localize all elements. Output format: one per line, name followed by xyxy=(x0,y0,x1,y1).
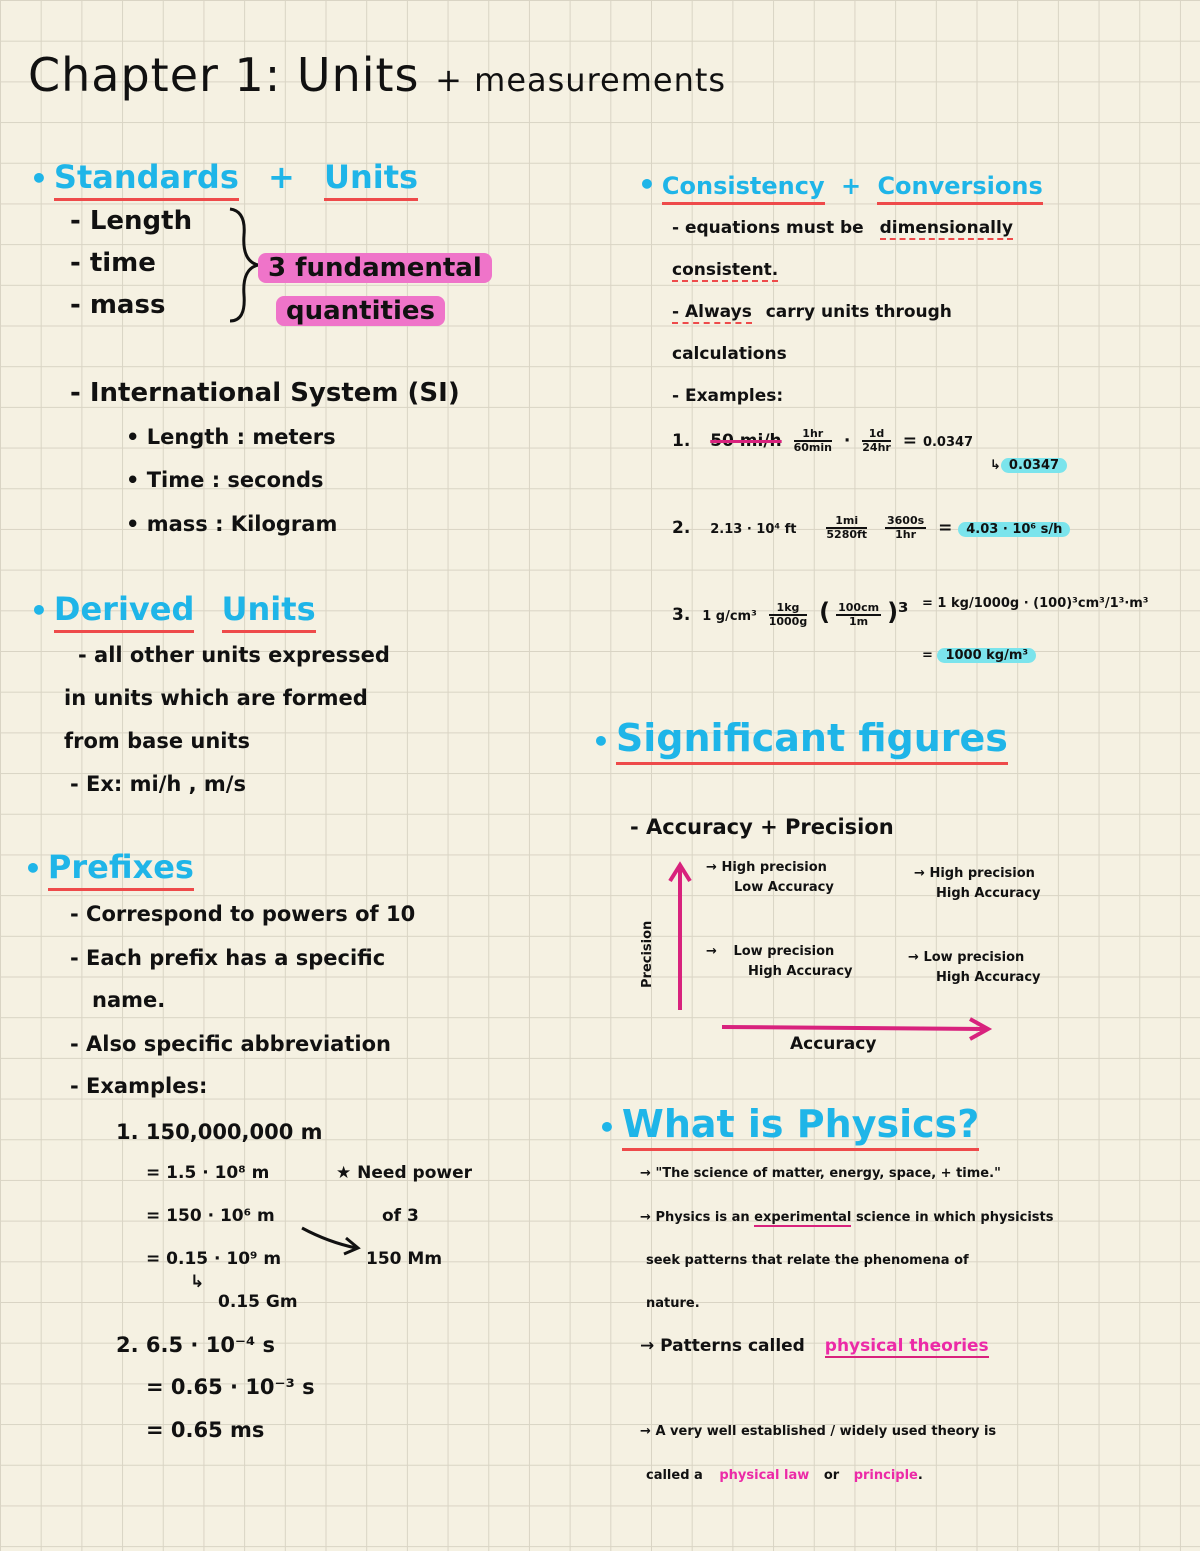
prefix-example: 1. 150,000,000 m xyxy=(116,1120,323,1144)
quadrant-4: → Low precision High Accuracy xyxy=(908,950,1041,985)
sigfig-line: - Accuracy + Precision xyxy=(630,815,894,839)
physics-line: → Patterns called physical theories xyxy=(640,1336,989,1356)
derived-line: - Ex: mi/h , m/s xyxy=(70,772,246,796)
prefix-example: = 0.65 ms xyxy=(146,1418,265,1442)
fraction: $\frac{1d}{24hr}$ xyxy=(862,427,891,455)
conversion-example-1: 1. 50 mi/h $\frac{1hr}{60\min}$ · $\frac{1d}{24hr} = 0.0347$ xyxy=(672,427,974,455)
bullet-icon: • xyxy=(598,1111,616,1144)
fraction: $\frac{1kg}{1000g}$ xyxy=(768,600,808,628)
si-item-time: • Time : seconds xyxy=(126,468,324,492)
sigfig-heading xyxy=(592,716,1008,760)
si-heading: - International System (SI) xyxy=(70,378,460,408)
right-arrow-icon: → xyxy=(640,1424,651,1439)
bullet-icon: • xyxy=(638,168,656,201)
quadrant-3: → Low precision High Accuracy xyxy=(706,944,853,979)
heading-derived: Derived xyxy=(54,590,194,633)
list-item: - Length xyxy=(70,206,193,236)
conversion-result-1: ↳ 0.0347 xyxy=(990,458,1067,473)
heading-units: Units xyxy=(222,590,316,633)
consistency-heading xyxy=(638,168,1043,201)
right-arrow-icon: → xyxy=(640,1210,651,1225)
derived-heading xyxy=(30,590,316,628)
derived-line: from base units xyxy=(64,729,251,753)
standards-heading xyxy=(30,158,418,196)
right-arrow-icon: → xyxy=(640,1166,651,1181)
physics-line: → "The science of matter, energy, space, + time." xyxy=(640,1166,1001,1181)
derived-line: - all other units expressed xyxy=(78,643,390,667)
prefix-example: = 0.65 · 10⁻³ s xyxy=(146,1375,315,1399)
prefix-example: 0.15 Gm xyxy=(218,1292,298,1312)
quadrant-1: → High precision Low Accuracy xyxy=(706,860,834,895)
fraction: $\frac{3600s}{1hr}$ xyxy=(886,514,925,542)
derived-line: in units which are formed xyxy=(64,686,368,710)
brace-note-1: 3 fundamental xyxy=(258,253,492,283)
return-arrow-icon: ↳ xyxy=(190,1272,205,1292)
right-arrow-icon: → xyxy=(706,944,717,959)
bullet-icon: • xyxy=(592,725,610,758)
right-arrow-icon: → xyxy=(908,950,919,965)
heading-consistency: Consistency xyxy=(662,172,825,205)
bullet-icon: • xyxy=(30,162,48,195)
heading-sigfigs: Significant figures xyxy=(616,716,1008,765)
heading-units: Units xyxy=(324,158,418,201)
bullet-icon: • xyxy=(30,594,48,627)
prefix-note: 150 Mm xyxy=(366,1249,443,1269)
consistency-line: consistent. xyxy=(672,260,779,280)
consistency-line: calculations xyxy=(672,344,787,364)
physics-line: → A very well established / widely used theory is xyxy=(640,1424,997,1439)
conversion-example-2: 2. 2.13 · 10⁴ ft $\frac{1mi}{5280ft}$ $\frac{3600s}{1hr} = 4.03 \cdot 10^6$ s/h xyxy=(672,515,1070,541)
heading-plus: + xyxy=(268,158,295,196)
conversion-result-3: = 1000 kg/m³ xyxy=(922,648,1036,663)
quadrant-2: → High precision High Accuracy xyxy=(914,866,1041,901)
physics-line: called a physical law or principle. xyxy=(646,1468,923,1483)
consistency-line: - Always carry units through xyxy=(672,302,952,322)
return-arrow-icon: ↳ xyxy=(990,458,1001,473)
prefix-note: of 3 xyxy=(382,1206,419,1226)
conversion-mid-3: = 1 kg/1000g · (100)³cm³/1³·m³ xyxy=(922,596,1149,611)
title-main: Chapter 1: Units xyxy=(28,48,420,102)
prefix-line: - Examples: xyxy=(70,1074,208,1098)
heading-physics: What is Physics? xyxy=(622,1102,979,1151)
brace-icon xyxy=(226,205,262,325)
fraction: $\frac{1mi}{5280ft}$ xyxy=(826,514,868,542)
right-arrow-icon: → xyxy=(914,866,925,881)
axis-arrow-icon xyxy=(670,865,690,1010)
prefix-note: ★ Need power xyxy=(336,1163,472,1183)
right-arrow-icon: → xyxy=(640,1336,655,1356)
heading-plus: + xyxy=(840,172,862,200)
consistency-line: - equations must be dimensionally xyxy=(672,218,1013,238)
prefix-line: - Correspond to powers of 10 xyxy=(70,902,416,926)
prefix-line: - Also specific abbreviation xyxy=(70,1032,391,1056)
heading-conversions: Conversions xyxy=(877,172,1042,205)
heading-standards: Standards xyxy=(54,158,239,201)
bullet-icon: • xyxy=(24,852,42,885)
prefix-example: = 0.15 · 10⁹ m xyxy=(146,1249,282,1269)
title-rest: + measurements xyxy=(435,61,727,99)
right-arrow-icon: → xyxy=(706,860,717,875)
prefix-line: name. xyxy=(92,988,166,1012)
fraction: $\frac{1hr}{60\min}$ xyxy=(793,427,832,455)
prefix-example: 2. 6.5 · 10⁻⁴ s xyxy=(116,1333,276,1357)
list-item: - time xyxy=(70,248,156,278)
physics-line: → Physics is an experimental science in which physicists xyxy=(640,1210,1054,1225)
prefix-example: = 1.5 · 10⁸ m xyxy=(146,1163,270,1183)
list-item: - mass xyxy=(70,290,166,320)
page-title xyxy=(28,48,726,102)
prefix-example: = 150 · 10⁶ m xyxy=(146,1206,275,1226)
si-item-mass: • mass : Kilogram xyxy=(126,512,338,536)
x-axis-label: Accuracy xyxy=(790,1034,877,1054)
heading-prefixes: Prefixes xyxy=(48,848,194,891)
physics-line: nature. xyxy=(646,1296,700,1311)
fraction: $\frac{100cm}{1m}$ xyxy=(838,600,880,628)
prefixes-heading xyxy=(24,848,194,886)
right-arrow-icon xyxy=(298,1222,364,1258)
physics-heading xyxy=(598,1102,979,1146)
si-item-length: • Length : meters xyxy=(126,425,336,449)
y-axis-label: Precision xyxy=(640,920,655,988)
physics-line: seek patterns that relate the phenomena of xyxy=(646,1253,969,1268)
prefix-line: - Each prefix has a specific xyxy=(70,946,386,970)
conversion-example-3: 3. 1 g/cm³ $\frac{1kg}{1000g}$ ( $\frac{100cm}{1m} )^3$ xyxy=(672,598,909,628)
consistency-line: - Examples: xyxy=(672,386,784,406)
brace-note-2: quantities xyxy=(276,296,445,326)
